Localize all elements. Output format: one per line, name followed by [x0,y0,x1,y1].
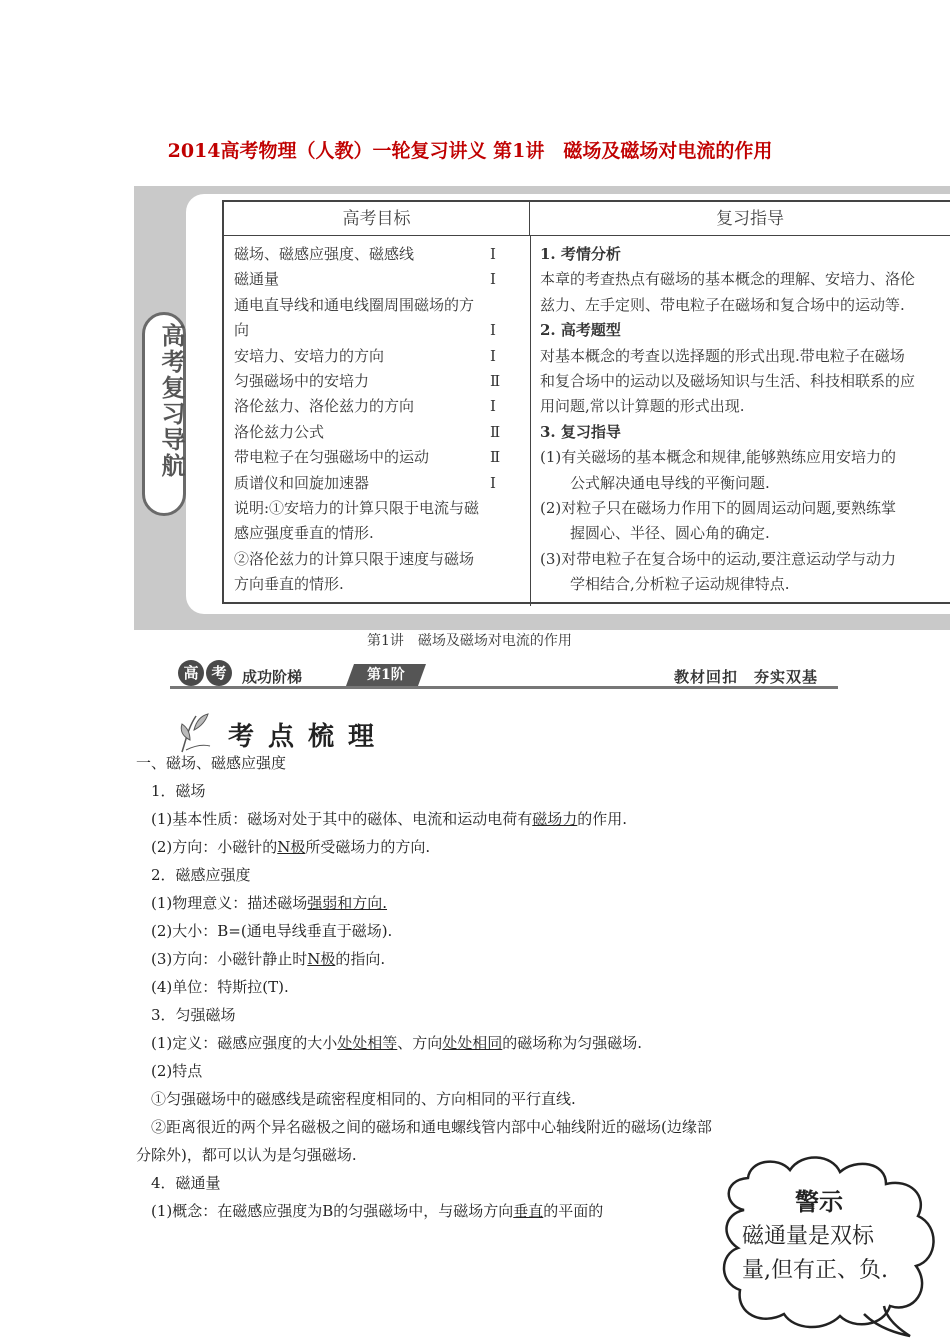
body-line [136,948,385,969]
objective-row [234,242,524,267]
text-segment: 4．磁通量 [136,1174,221,1192]
objective-level: Ⅱ [490,372,501,391]
badge-kao: 考 [206,660,232,686]
objective-level: Ⅱ [490,422,501,441]
objective-text: 磁通量 [234,270,280,289]
underlined-answer: 垂直 [513,1202,544,1220]
text-segment: 、方向 [397,1034,443,1052]
guidance-heading: 3. 复习指导 [540,422,621,441]
col-header-guidance: 复习指导 [530,202,950,236]
objective-row [234,496,524,521]
guidance-heading: 2. 高考题型 [540,321,621,340]
text-segment: 3．匀强磁场 [136,1006,236,1024]
objective-level: Ⅰ [490,321,496,340]
body-line [136,808,627,829]
body-line [136,1004,236,1025]
text-segment: 所受磁场力的方向. [305,838,431,856]
text-segment: 的磁场称为匀强磁场. [502,1034,643,1052]
underlined-answer: 强弱和方向. [307,894,388,912]
text-segment: 的作用. [577,810,628,828]
body-line [136,892,387,913]
text-segment: 一、磁场、磁感应强度 [136,754,287,772]
text-segment: (4)单位：特斯拉(T). [136,978,289,996]
objective-text: 质谱仪和回旋加速器 [234,473,370,492]
objective-text: 磁场、磁感应强度、磁感线 [234,245,415,263]
objective-row [234,445,524,470]
underlined-answer: 处处相同 [442,1034,503,1052]
underlined-answer: 磁场力 [532,810,578,828]
body-line [136,1088,576,1109]
body-line [136,920,392,941]
text-segment: 的指向. [335,950,386,968]
body-line [136,836,430,857]
objective-text: 方向垂直的情形. [234,575,344,594]
body-line [136,864,251,885]
text-segment: 2．磁感应强度 [136,866,251,884]
objective-text: 感应强度垂直的情形. [234,524,374,543]
column-divider [530,236,531,606]
objective-level: Ⅰ [490,473,496,492]
objective-text: 安培力、安培力的方向 [234,346,385,365]
objective-row [234,318,524,343]
guidance-line: 用问题,常以计算题的形式出现. [540,397,745,416]
objective-text: 向 [234,321,250,340]
guidance-line: 学相结合,分析粒子运动规律特点. [570,575,790,594]
section-caption: 第1讲 磁场及磁场对电流的作用 [367,633,572,649]
text-segment: (2)方向：小磁针的 [136,838,278,856]
objective-row [234,547,524,572]
text-segment: 1．磁场 [136,782,206,800]
objective-text: 匀强磁场中的安培力 [234,372,370,391]
objective-text: 洛伦兹力公式 [234,422,325,441]
underlined-answer: 处处相等 [337,1034,398,1052]
objective-level: Ⅱ [490,448,501,467]
objective-row [234,344,524,369]
objectives-list [234,242,524,598]
text-segment: (1)物理意义：描述磁场 [136,894,308,912]
section-heading-text: 考点梳理 [228,722,389,752]
review-navigation-panel [134,186,950,630]
side-label-tag [142,312,186,516]
objective-row [234,267,524,292]
text-segment: 分除外)，都可以认为是匀强磁场. [136,1146,357,1164]
document-title: 2014高考物理（人教）一轮复习讲义 第1讲 磁场及磁场对电流的作用 [167,140,773,162]
body-line [136,1172,221,1193]
guidance-line: 和复合场中的运动以及磁场知识与生活、科技相联系的应 [540,372,916,391]
objective-text: 通电直导线和通电线圈周围磁场的方 [234,295,475,314]
objective-row [234,572,524,597]
objective-text: ②洛伦兹力的计算只限于速度与磁场 [234,549,475,568]
objective-row [234,420,524,445]
text-segment: ①匀强磁场中的磁感线是疏密程度相同的、方向相同的平行直线. [136,1090,576,1108]
body-line [136,1116,712,1137]
underlined-answer: N极 [277,838,306,856]
objective-text: 说明:①安培力的计算只限于电流与磁 [234,499,480,518]
guidance-line: 对基本概念的考查以选择题的形式出现.带电粒子在磁场 [540,346,905,365]
guidance-list [540,242,950,598]
body-line [136,1200,603,1221]
guidance-line: 本章的考查热点有磁场的基本概念的理解、安培力、洛伦 [540,270,916,289]
body-line [136,1032,642,1053]
objective-level: Ⅰ [490,270,496,289]
col-header-objectives: 高考目标 [224,202,530,236]
badge-gao: 高 [178,660,204,686]
guidance-line: (3)对带电粒子在复合场中的运动,要注意运动学与动力 [540,549,897,568]
warning-line-1: 磁通量是双标 [742,1224,875,1249]
step-banner [170,658,838,692]
body-line [136,1144,357,1165]
body-line [136,976,289,997]
objective-row [234,471,524,496]
guidance-line: (2)对粒子只在磁场力作用下的圆周运动问题,要熟练掌 [540,499,897,518]
text-segment: ②距离很近的两个异名磁极之间的磁场和通电螺线管内部中心轴线附近的磁场(边缘部 [136,1118,712,1136]
objective-text: 带电粒子在匀强磁场中的运动 [234,448,430,467]
text-segment: (1)定义：磁感应强度的大小 [136,1034,338,1052]
body-line [136,780,206,801]
objective-row [234,394,524,419]
objectives-table [222,200,950,604]
body-line [136,752,286,773]
guidance-line: 公式解决通电导线的平衡问题. [570,473,770,492]
guidance-line: (1)有关磁场的基本概念和规律,能够熟练应用安培力的 [540,448,897,467]
objective-level: Ⅰ [490,245,496,263]
side-label: 高考复习导航 [157,323,185,479]
banner-right-label: 教材回扣 夯实双基 [673,668,818,686]
warning-line-2: 量,但有正、负. [742,1258,888,1283]
warning-callout [714,1150,946,1338]
guidance-line: 兹力、左手定则、带电粒子在磁场和复合场中的运动等. [540,295,905,314]
warning-body [742,1220,932,1288]
warning-title: 警示 [795,1188,843,1216]
objective-level: Ⅰ [490,397,496,416]
banner-step-label: 成功阶梯 [242,668,303,686]
banner-tab [346,664,426,686]
plant-icon [176,710,216,754]
guidance-heading: 1. 考情分析 [540,245,621,263]
underlined-answer: N极 [307,950,336,968]
text-segment: (1)概念：在磁感应强度为B的匀强磁场中，与磁场方向 [136,1202,514,1220]
text-segment: (3)方向：小磁针静止时 [136,950,308,968]
objective-row [234,293,524,318]
text-segment: (2)特点 [136,1062,203,1080]
text-segment: (1)基本性质：磁场对处于其中的磁体、电流和运动电荷有 [136,810,533,828]
objective-row [234,521,524,546]
objective-text: 洛伦兹力、洛伦兹力的方向 [234,397,415,416]
guidance-line: 握圆心、半径、圆心角的确定. [570,524,770,543]
text-segment: (2)大小：B=(通电导线垂直于磁场). [136,922,393,940]
body-line [136,1060,202,1081]
banner-tab-label: 第1阶 [367,667,405,683]
text-segment: 的平面的 [543,1202,604,1220]
objective-level: Ⅰ [490,346,496,365]
banner-rule [170,686,838,689]
objective-row [234,369,524,394]
